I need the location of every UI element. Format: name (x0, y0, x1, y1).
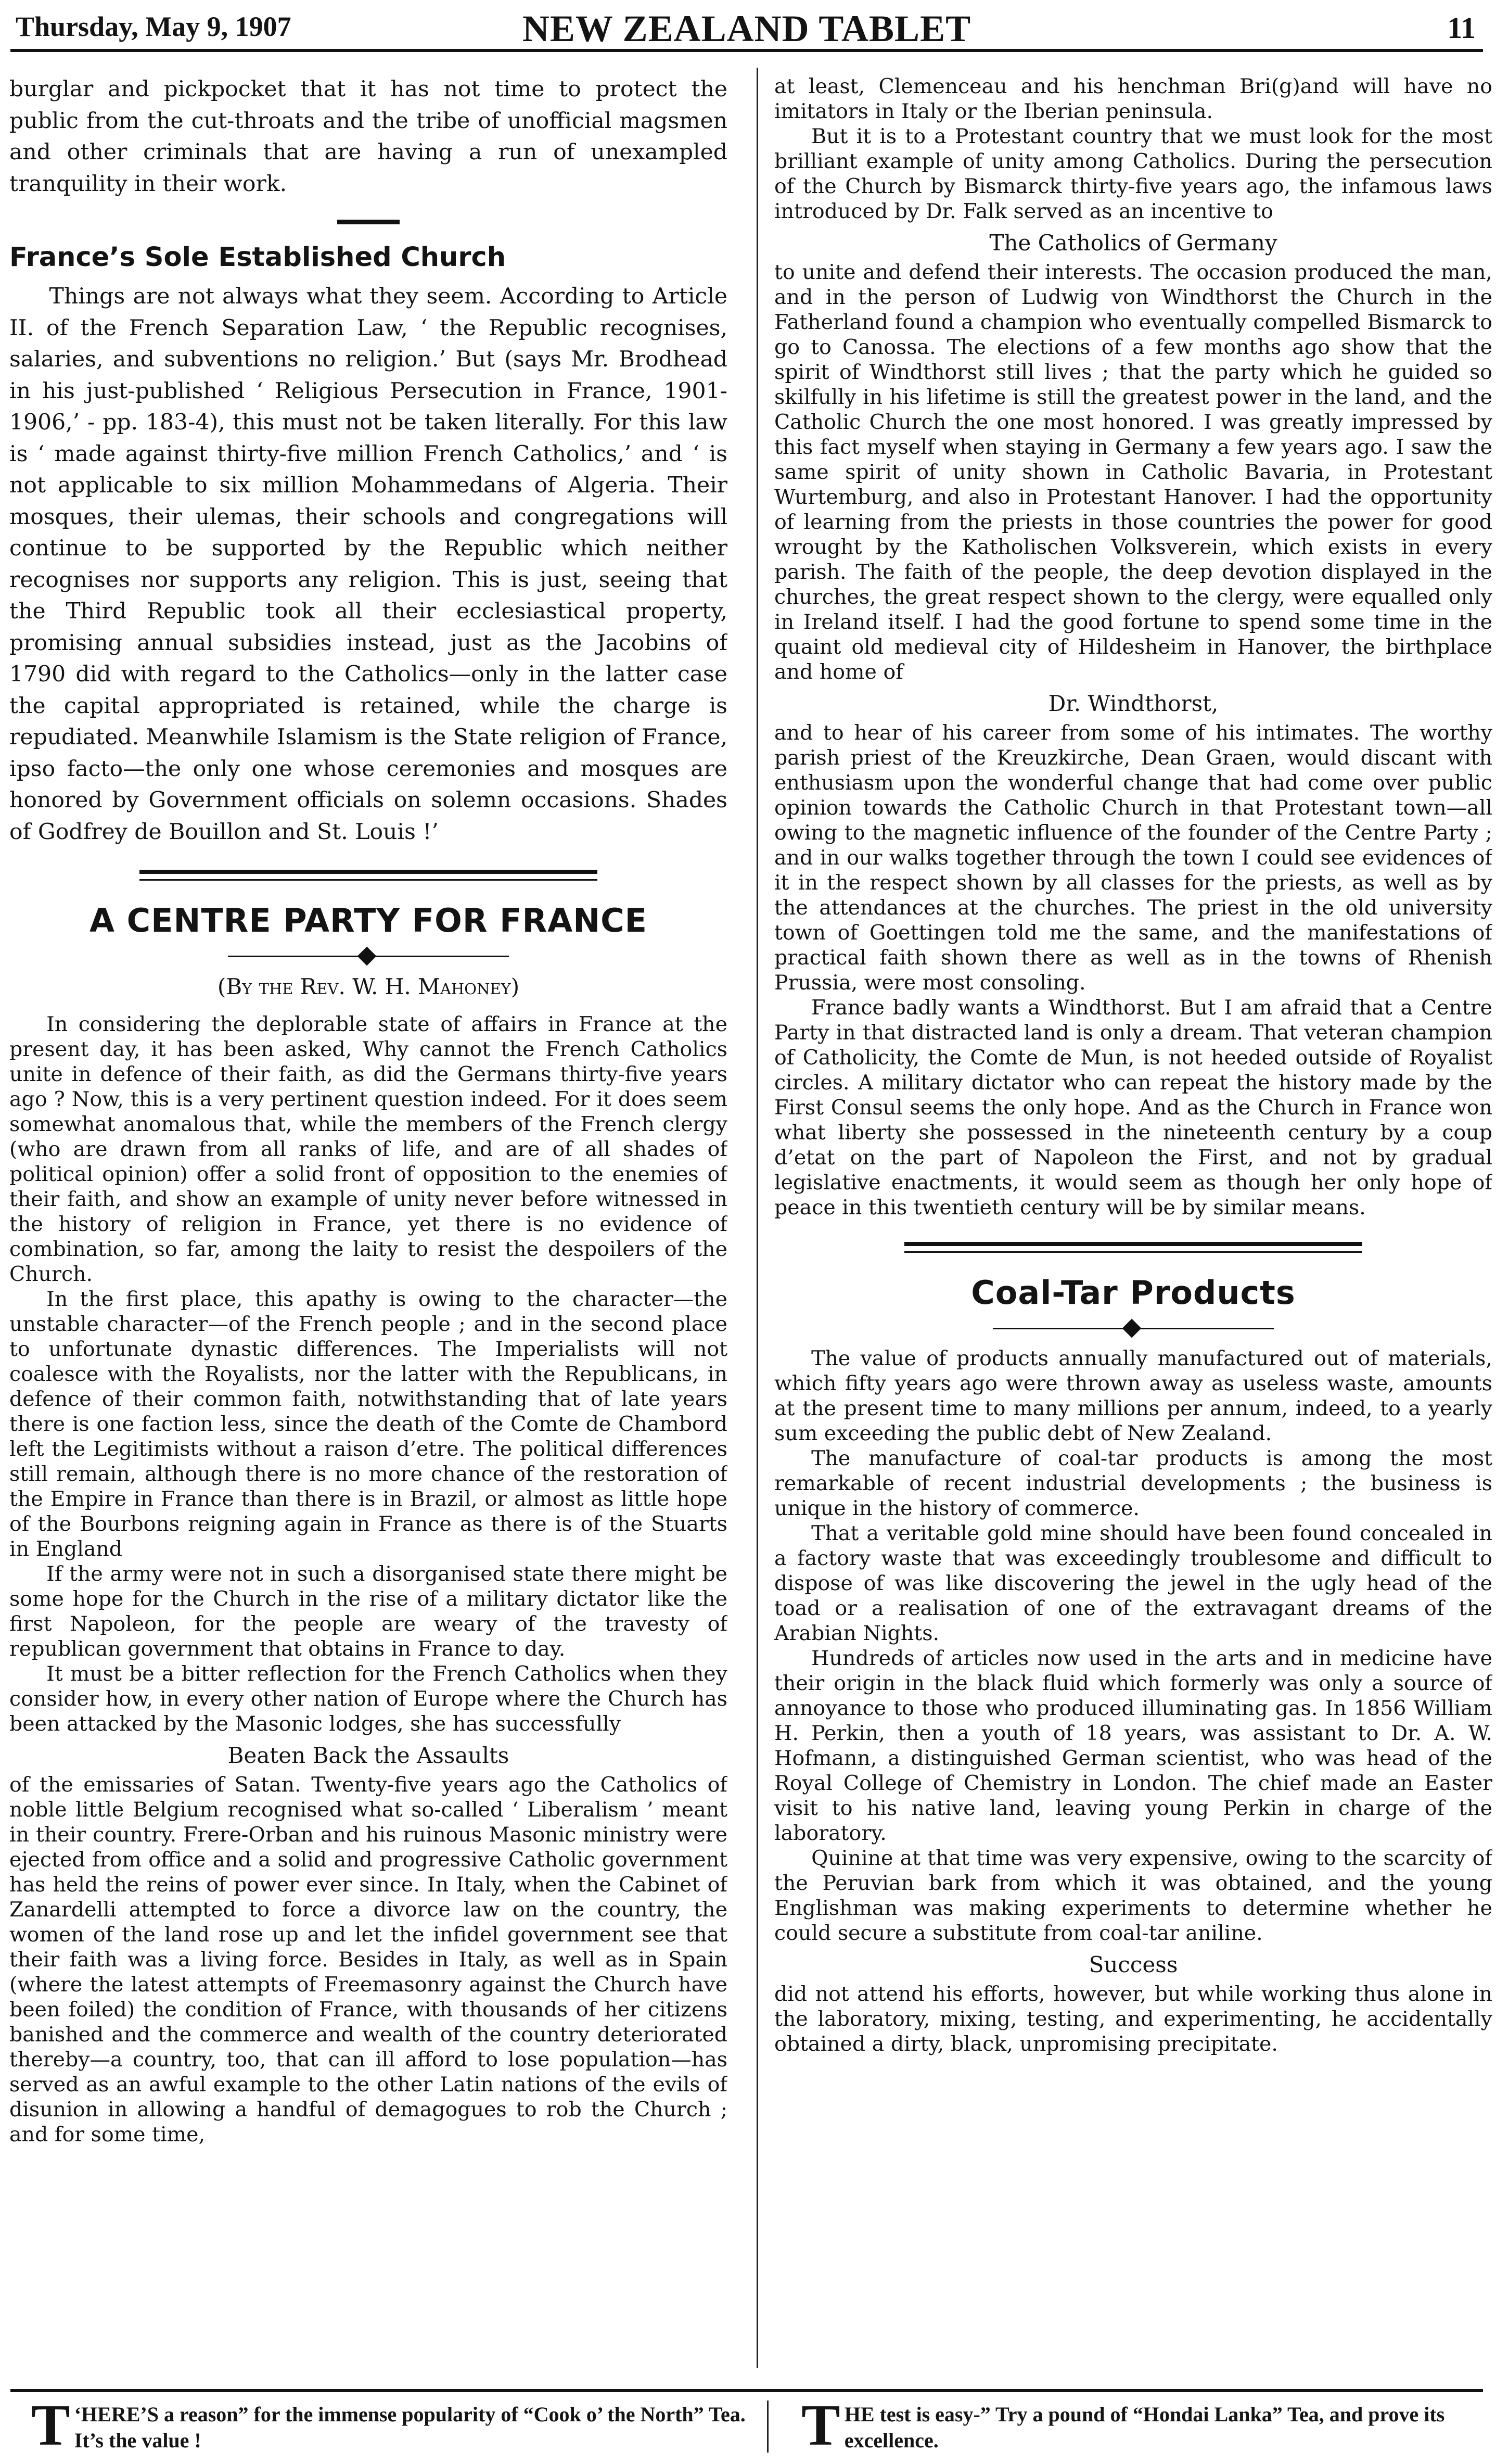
section-rule (337, 220, 400, 224)
subheading-catholics-germany: The Catholics of Germany (989, 230, 1277, 256)
article-paragraph: at least, Clemenceau and his henchman Bri(g)and will have no imitators in Italy or the Iberian peninsula. (774, 74, 1492, 123)
article-paragraph: and to hear of his career from some of his intimates. The worthy parish priest of the Kreuzkirche, Dean Graen, would discant with enthusiasm upon the wonderful change that had come over public opinion towards the Catholic Church in that Protestant town—all owing to the magnetic influence of the founder of the Centre Party ; and in our walks together through the town I could see evidences of it in the respect shown by all classes for the priests, as well as by the attendances at the churches. The priest in the old university town of Goettingen told me the same, and the manifestations of practical faith shown there as well as in the towns of Rhenish Prussia, were most consoling. (774, 721, 1492, 995)
drop-cap: T (31, 2393, 70, 2458)
advert-footer (10, 2389, 1483, 2460)
coal-tar-paragraph: did not attend his efforts, however, but while working thus alone in the laboratory, mixing, testing, and experimenting, he accidentally obtained a dirty, black, unpromising precipitate. (774, 1982, 1492, 2056)
subheading-windthorst: Dr. Windthorst, (1048, 691, 1219, 716)
right-column (774, 74, 1492, 2374)
advert-cook-o-the-north (31, 2393, 749, 2458)
masthead-title: NEW ZEALAND TABLET (522, 8, 971, 49)
coal-tar-paragraph: Quinine at that time was very expensive, owing to the scarcity of the Peruvian bark from which it was obtained, and the young Englishman was making experiments to determine whether he could secure a substitute from coal-tar aniline. (774, 1846, 1492, 1945)
coal-tar-paragraph: That a veritable gold mine should have been found concealed in a factory waste that was exceedingly troublesome and difficult to dispose of was like discovering the jewel in the ugly head of the toad or a realisation of one of the extravagant dreams of the Arabian Nights. (774, 1521, 1492, 1645)
left-column (9, 74, 727, 2374)
article-paragraph: of the emissaries of Satan. Twenty-five years ago the Catholics of noble little Belgium recognised what so-called ‘ Liberalism ’ meant in their country. Frere-Orban and his ruinous Masonic ministry were ejected from office and a solid and progressive Catholic government has held the reins of power ever since. In Italy, when the Cabinet of Zanardelli attempted to force a divorce law on the country, the women of the land rose up and let the infidel government see that their faith was a living force. Besides in Italy, as well as in Spain (where the latest attempts of Freemasonry against the Church have been foiled) the condition of France, with thousands of her citizens banished and the commerce and wealth of the country deteriorated thereby—a country, too, that can ill afford to lose population—has served as an awful example to the other Latin nations of the evils of disunion in allowing a handful of demagogues to rob the Church ; and for some time, (9, 1773, 727, 2147)
france-church-paragraph: Things are not always what they seem. According to Article II. of the French Separation Law, ‘ the Republic recognises, salaries, and subventions no religion.’ But (says Mr. Brodhead in his just-published ‘ Religious Persecution in France, 1901-1906,’ - pp. 183-4), this must not be taken literally. For this law is ‘ made against thirty-five million French Catholics,’ and ‘ is not applicable to six million Mohammedans of Algeria. Their mosques, their ulemas, their schools and congregations will continue to be supported by the Republic which neither recognises nor supports any religion. This is just, seeing that the Third Republic took all their ecclesiastical property, promising annual subsidies instead, just as the Jacobins of 1790 did with regard to the Catholics—only in the latter case the capital appropriated is retained, while the charge is repudiated. Meanwhile Islamism is the State religion of France, ipso facto—the only one whose ceremonies and mosques are honored by Government officials on solemn occasions. Shades of Godfrey de Bouillon and St. Louis !’ (9, 284, 727, 845)
column-divider (757, 68, 758, 2368)
heading-ornament (228, 949, 509, 964)
issue-date: Thursday, May 9, 1907 (16, 11, 291, 42)
byline: (By the Rev. W. H. Mahoney) (217, 974, 520, 999)
intro-paragraph: burglar and pickpocket that it has not time to protect the public from the cut-throats and the tribe of unofficial magsmen and other criminals that are having a run of unexampled tranquility in their work. (9, 77, 727, 197)
article-paragraph: to unite and defend their interests. The occasion produced the man, and in the person of Ludwig von Windthorst the Church in the Fatherland found a champion who eventually compelled Bismarck to go to Canossa. The elections of a few months ago show that the spirit of Windthorst still lives ; that the party which he guided so skilfully in his lifetime is still the greatest power in the land, and the Catholic Church the one most honored. I was greatly impressed by this fact myself when staying in Germany a few years ago. I saw the same spirit of unity shown in Catholic Bavaria, in Protestant Wurtemburg, and also in Protestant Hanover. I had the opportunity of learning from the priests in those countries the power for good wrought by the Katholischen Volksverein, which exists in every parish. The faith of the people, the deep devotion displayed in the churches, the great respect shown to the clergy, were equalled only in Ireland itself. I had the good fortune to spend some time in the quaint old medieval city of Hildesheim in Hanover, the birthplace and home of (774, 260, 1492, 684)
article-rule (904, 1242, 1362, 1253)
subheading-beaten-back: Beaten Back the Assaults (227, 1743, 509, 1768)
drop-cap: T (801, 2393, 840, 2458)
coal-tar-paragraph: The value of products annually manufactured out of materials, which fifty years ago were thrown away as useless waste, amounts at the present time to many millions per annum, indeed, to a yearly sum exceeding the public debt of New Zealand. (774, 1347, 1492, 1445)
centre-party-heading: A CENTRE PARTY FOR FRANCE (89, 901, 647, 939)
article-paragraph: If the army were not in such a disorganised state there might be some hope for the Church in the rise of a military dictator like the first Napoleon, for the people are weary of the travesty of republican government that obtains in France to day. (9, 1562, 727, 1661)
article-paragraph: It must be a bitter reflection for the French Catholics when they consider how, in every other nation of Europe where the Church has been attacked by the Masonic lodges, she has successfully (9, 1662, 727, 1736)
heading-ornament (993, 1321, 1274, 1337)
advert-text: ‘HERE’S a reason” for the immense popularity of “Cook o’ the North” Tea. It’s the value ! (74, 2403, 746, 2452)
article-paragraph: France badly wants a Windthorst. But I am afraid that a Centre Party in that distracted land is only a dream. That veteran champion of Catholicity, the Comte de Mun, is not heeded outside of Royalist circles. A military dictator who can repeat the history made by the First Consul seems the only hope. And as the Church in France won what liberty she possessed in the nineteenth century by a coup d’etat on the part of Napoleon the First, and not by gradual legislative enactments, it would seem as though her only hope of peace in this twentieth century will be by similar means. (774, 996, 1492, 1220)
france-church-heading: France’s Sole Established Church (9, 242, 506, 273)
advert-hondai-lanka (801, 2393, 1478, 2458)
subheading-success: Success (1089, 1952, 1178, 1977)
coal-tar-heading: Coal-Tar Products (971, 1274, 1296, 1312)
page-number: 11 (1447, 11, 1476, 45)
coal-tar-paragraph: The manufacture of coal-tar products is among the most remarkable of recent industrial developments ; the business is unique in the history of commerce. (774, 1446, 1492, 1520)
advert-divider (767, 2401, 769, 2453)
article-paragraph: But it is to a Protestant country that we must look for the most brilliant example of unity among Catholics. During the persecution of the Church by Bismarck thirty-five years ago, the infamous laws introduced by Dr. Falk served as an incentive to (774, 124, 1492, 223)
article-paragraph: In the first place, this apathy is owing to the character—the unstable character—of the French people ; and in the second place to unfortunate dynastic differences. The Imperialists will not coalesce with the Royalists, nor the latter with the Republicans, in defence of their common faith, notwithstanding that of late years there is one faction less, since the death of the Comte de Chambord left the Legitimists without a raison d’etre. The political differences still remain, although there is no more chance of the restoration of the Empire in France than there is in Brazil, or almost as little hope of the Bourbons reigning again in France as there is of the Stuarts in England (9, 1287, 727, 1561)
article-rule (139, 870, 597, 881)
advert-text: HE test is easy-” Try a pound of “Hondai Lanka” Tea, and prove its excellence. (844, 2403, 1445, 2452)
coal-tar-paragraph: Hundreds of articles now used in the arts and in medicine have their origin in the black fluid which formerly was only a source of annoyance to those who produced illuminating gas. In 1856 William H. Perkin, then a youth of 18 years, was assistant to Dr. A. W. Hofmann, a distinguished German scientist, who was head of the Royal College of Chemistry in London. The chief made an Easter visit to his native land, leaving young Perkin in charge of the laboratory. (774, 1646, 1492, 1845)
page-header (10, 6, 1483, 52)
article-paragraph: In considering the deplorable state of affairs in France at the present day, it has been asked, Why cannot the French Catholics unite in defence of their faith, as did the Germans thirty-five years ago ? Now, this is a very pertinent question indeed. For it does seem somewhat anomalous that, while the members of the French clergy (who are drawn from all ranks of life, and are of all shades of political opinion) offer a solid front of opposition to the enemies of their faith, and show an example of unity never before witnessed in the history of religion in France, yet there is no evidence of combination, so far, among the laity to resist the despoilers of the Church. (9, 1012, 727, 1286)
